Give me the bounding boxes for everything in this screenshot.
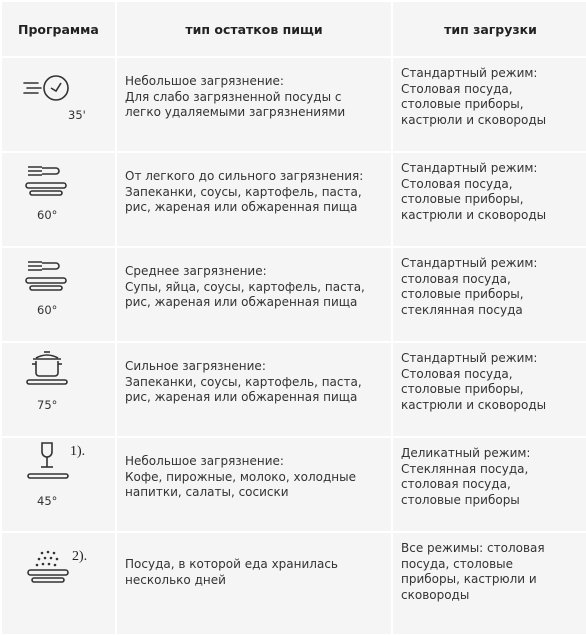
load-line: Все режимы: столовая xyxy=(401,541,545,555)
footnote-marker: 2). xyxy=(72,549,88,564)
program-temperature: 45° xyxy=(37,494,58,508)
load-line: кастрюли и сковороды xyxy=(401,207,547,222)
load-line: кастрюли и сковороды xyxy=(401,112,547,127)
header-load-type: тип загрузки xyxy=(393,2,586,56)
load-line: столовая посуда, xyxy=(401,271,511,286)
load-line: столовые приборы, xyxy=(401,382,524,396)
load-line: приборы, кастрюли и xyxy=(401,572,537,586)
program-temperature: 75° xyxy=(37,398,58,412)
load-line: посуда, столовые xyxy=(401,556,514,571)
wine-glass-icon xyxy=(2,438,115,515)
load-line: Столовая посуда, xyxy=(401,81,513,96)
load-description xyxy=(393,248,586,341)
fork-plate-icon xyxy=(2,248,115,325)
header-soil-type: тип остатков пищи xyxy=(117,2,391,56)
soil-line: Запеканки, соусы, картофель, паста, xyxy=(125,374,362,389)
soil-description xyxy=(117,248,391,341)
soil-line: легко удаляемыми загрязнениями xyxy=(125,105,346,119)
soil-line: рис, жареная или обжаренная пища xyxy=(125,390,358,404)
load-line: столовые приборы xyxy=(401,492,520,507)
load-line: Стандартный режим: xyxy=(401,351,538,365)
load-line: Стандартный режим: xyxy=(401,66,538,80)
program-row xyxy=(2,438,586,531)
load-line: столовые приборы, xyxy=(401,287,524,301)
header-row xyxy=(2,2,586,56)
load-description xyxy=(393,438,586,531)
load-description xyxy=(393,58,586,151)
load-line: столовые приборы, xyxy=(401,192,524,206)
soil-line: напитки, салаты, сосиски xyxy=(125,485,289,499)
load-line: Столовая посуда, xyxy=(401,176,513,191)
program-row xyxy=(2,248,586,341)
soil-description xyxy=(117,533,391,634)
footnote-marker: 1). xyxy=(70,444,86,459)
load-line: столовые приборы, xyxy=(401,97,524,111)
quick-clock-icon xyxy=(2,58,115,135)
load-line: Стеклянная посуда, xyxy=(401,461,529,476)
soil-line: Среднее загрязнение: xyxy=(125,264,267,278)
load-description xyxy=(393,343,586,436)
pot-icon xyxy=(2,343,115,420)
soil-line: рис, жареная или обжаренная пища xyxy=(125,295,358,309)
program-cell xyxy=(2,58,115,151)
program-temperature: 60° xyxy=(37,208,58,222)
load-line: Деликатный режим: xyxy=(401,446,531,460)
program-cell xyxy=(2,438,115,531)
program-cell xyxy=(2,343,115,436)
load-line: стеклянная посуда xyxy=(401,302,523,317)
program-cell xyxy=(2,248,115,341)
load-line: Стандартный режим: xyxy=(401,256,538,270)
load-line: сковороды xyxy=(401,587,470,602)
load-line: столовая посуда, xyxy=(401,477,511,491)
program-row xyxy=(2,343,586,436)
soil-description xyxy=(117,343,391,436)
program-cell xyxy=(2,153,115,246)
soil-line: несколько дней xyxy=(125,572,226,587)
soil-line: Небольшое загрязнение: xyxy=(125,74,284,88)
load-description xyxy=(393,533,586,634)
soil-line: Супы, яйца, соусы, картофель, паста, xyxy=(125,279,365,294)
program-row xyxy=(2,153,586,246)
soil-line: Для слабо загрязненной посуды с xyxy=(125,89,342,104)
program-row xyxy=(2,58,586,151)
soil-line: Посуда, в которой еда хранилась xyxy=(125,557,338,571)
program-row xyxy=(2,533,586,634)
soil-description xyxy=(117,438,391,531)
soil-line: От легкого до сильного загрязнения: xyxy=(125,169,364,183)
soil-line: рис, жареная или обжаренная пища xyxy=(125,200,358,214)
soil-line: Небольшое загрязнение: xyxy=(125,454,284,468)
load-line: Стандартный режим: xyxy=(401,161,538,175)
program-temperature: 35' xyxy=(68,108,86,122)
soil-line: Сильное загрязнение: xyxy=(125,359,266,373)
soil-line: Запеканки, соусы, картофель, паста, xyxy=(125,184,362,199)
program-temperature: 60° xyxy=(37,303,58,317)
header-program: Программа xyxy=(2,2,115,56)
soil-line: Кофе, пирожные, молоко, холодные xyxy=(125,469,356,484)
soil-description xyxy=(117,153,391,246)
fork-plate-icon xyxy=(2,153,115,230)
load-line: Столовая посуда, xyxy=(401,366,513,381)
load-line: кастрюли и сковороды xyxy=(401,397,547,412)
soil-description xyxy=(117,58,391,151)
program-cell xyxy=(2,533,115,634)
load-description xyxy=(393,153,586,246)
